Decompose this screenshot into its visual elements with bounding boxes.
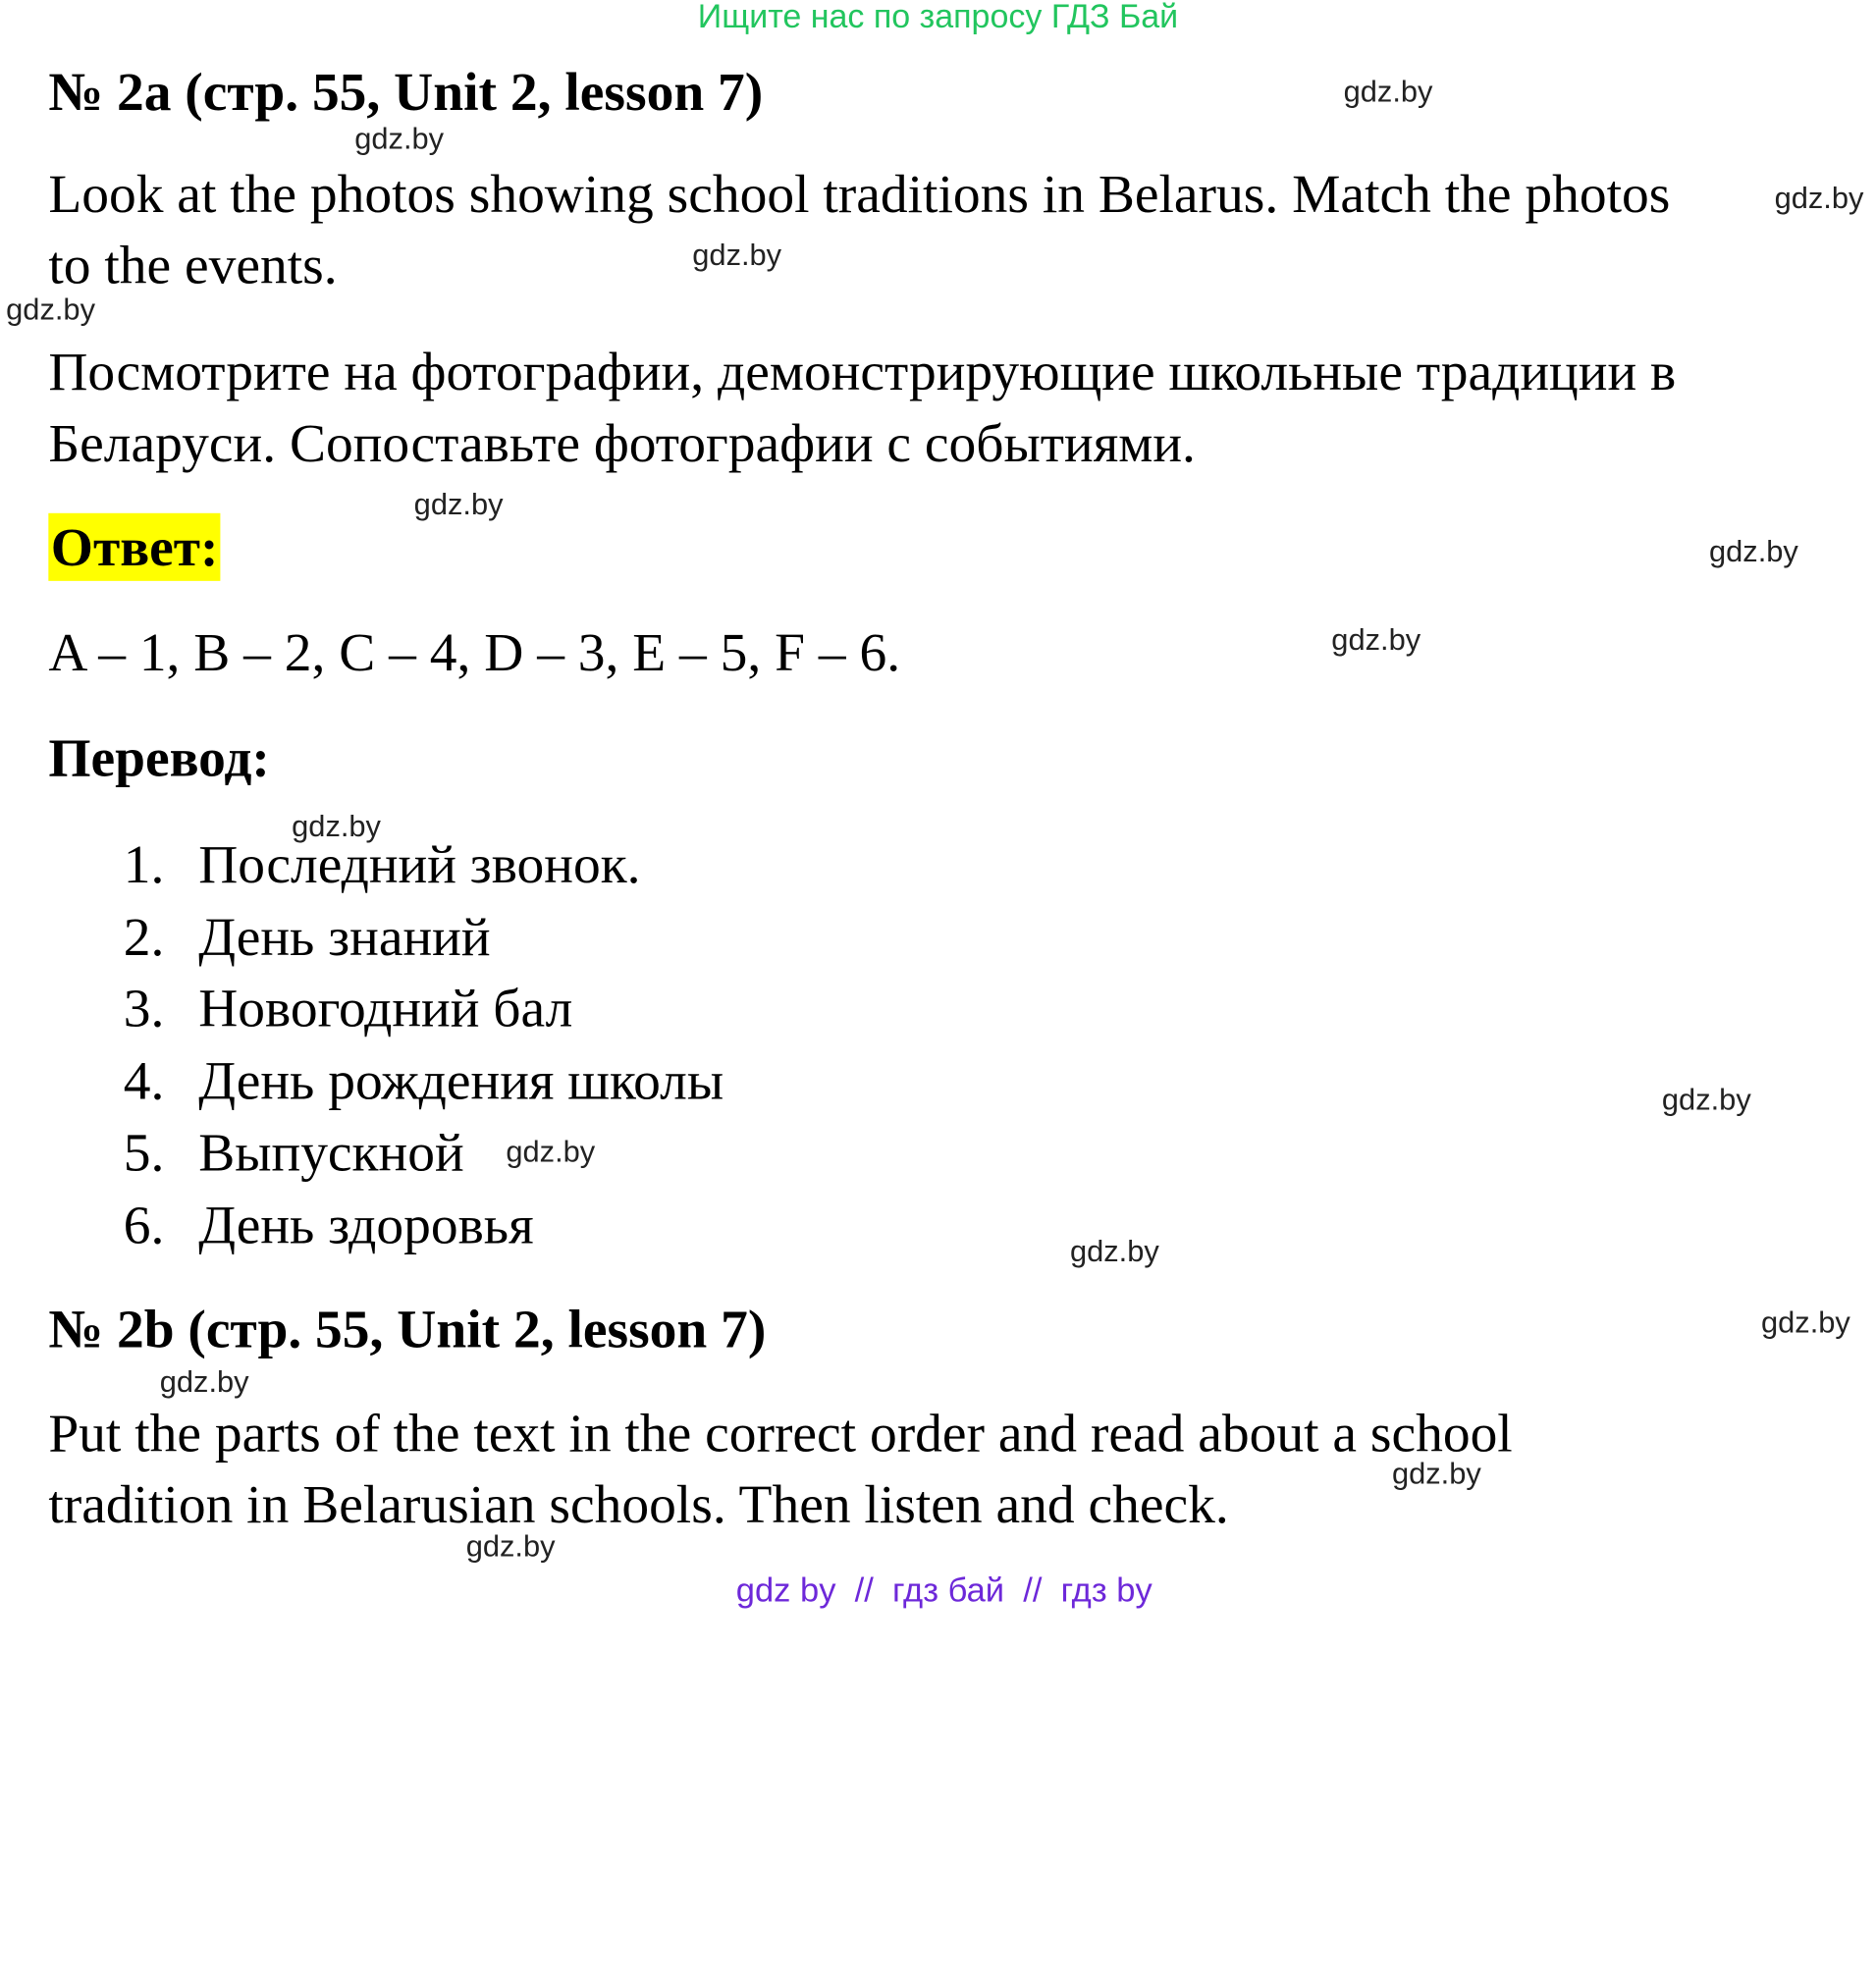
- watermark: gdz.by: [413, 487, 504, 522]
- task-2b-instruction-line2: tradition in Belarusian schools. Then listen and check.: [48, 1473, 1229, 1535]
- answer-label: Ответ:: [48, 513, 221, 581]
- list-item-number: 4.: [123, 1049, 165, 1111]
- list-item-number: 6.: [123, 1194, 165, 1255]
- list-item-text: Новогодний бал: [198, 978, 573, 1038]
- list-item-number: 2.: [123, 905, 165, 967]
- translation-list: [124, 829, 724, 1261]
- list-item: [124, 901, 724, 973]
- list-item-text: День знаний: [198, 905, 491, 967]
- watermark: gdz.by: [354, 122, 445, 157]
- list-item: [124, 1189, 724, 1260]
- list-item-text: Выпускной: [198, 1121, 464, 1183]
- task-2a-instruction-ru-line2: Беларуси. Сопоставьте фотографии с событиями.: [48, 412, 1196, 474]
- task-2b-heading: № 2b (стр. 55, Unit 2, lesson 7): [48, 1299, 767, 1359]
- list-item-number: 3.: [123, 978, 165, 1038]
- task-2a-instruction-ru-line1: Посмотрите на фотографии, демонстрирующие школьные традиции в: [48, 341, 1677, 402]
- list-item-text: Последний звонок.: [198, 833, 641, 895]
- list-item-number: 1.: [123, 833, 165, 895]
- watermark: gdz.by: [1761, 1305, 1850, 1340]
- watermark: gdz.by: [1343, 75, 1433, 109]
- list-item-text: День здоровья: [198, 1194, 534, 1255]
- list-item-text: День рождения школы: [198, 1049, 724, 1111]
- task-2b-instruction-line1: Put the parts of the text in the correct order and read about a school: [48, 1403, 1513, 1464]
- list-item-number: 5.: [123, 1121, 165, 1183]
- watermark: gdz.by: [1774, 181, 1864, 216]
- list-item: [124, 1045, 724, 1117]
- list-item: [124, 829, 724, 901]
- answer-text: A – 1, B – 2, C – 4, D – 3, E – 5, F – 6.: [48, 621, 901, 683]
- watermark: gdz.by: [1391, 1457, 1481, 1492]
- watermark: gdz.by: [1708, 534, 1798, 569]
- watermark: gdz.by: [692, 238, 782, 273]
- search-banner: Ищите нас по запросу ГДЗ Бай: [697, 0, 1179, 35]
- task-2a-heading: № 2a (стр. 55, Unit 2, lesson 7): [48, 61, 764, 123]
- watermark: gdz.by: [1331, 622, 1421, 658]
- task-2a-instruction-en-line1: Look at the photos showing school traditions in Belarus. Match the photos: [48, 163, 1671, 225]
- watermark: gdz.by: [159, 1364, 249, 1400]
- list-item: [124, 973, 724, 1044]
- task-2a-instruction-en-line2: to the events.: [48, 235, 338, 295]
- watermark: gdz.by: [292, 809, 381, 844]
- watermark: gdz.by: [1069, 1234, 1159, 1269]
- footer-links: gdz by // гдз бай // гдз by: [735, 1571, 1152, 1609]
- translation-heading: Перевод:: [48, 727, 270, 788]
- watermark: gdz.by: [1661, 1083, 1751, 1118]
- watermark: gdz.by: [6, 293, 96, 327]
- watermark: gdz.by: [465, 1529, 556, 1565]
- list-item: [124, 1117, 724, 1189]
- watermark: gdz.by: [506, 1135, 596, 1170]
